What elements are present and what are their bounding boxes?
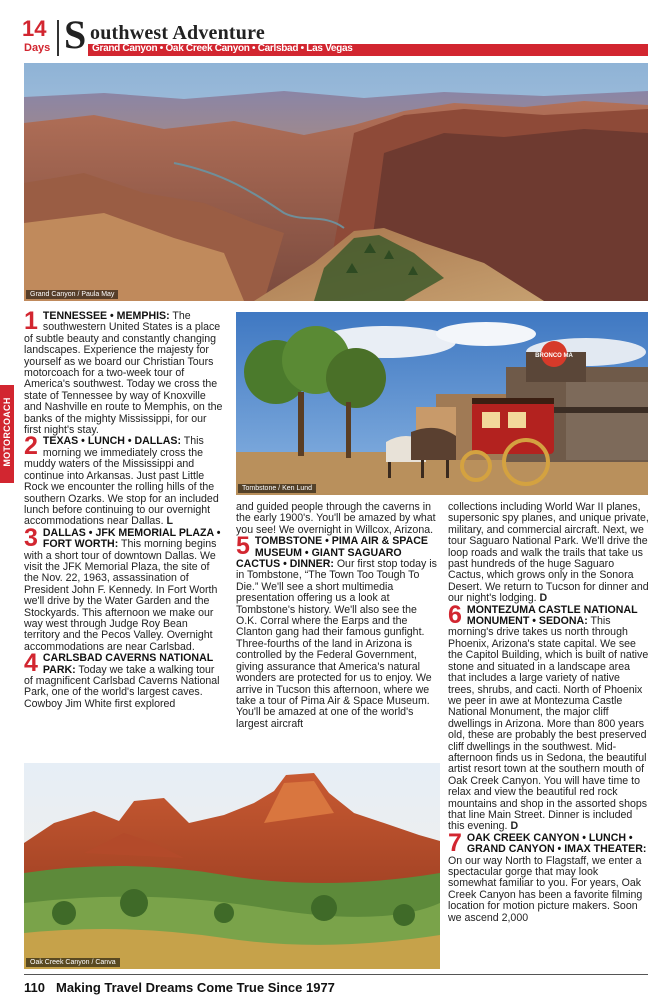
day-2-itinerary	[24, 432, 224, 528]
meal-code: D	[539, 592, 548, 605]
text-column-1	[24, 307, 224, 710]
days-label: Days	[24, 42, 51, 54]
day-number: 4	[24, 649, 38, 678]
days-number: 14	[22, 16, 47, 41]
photo-credit-oak-creek: Oak Creek Canyon / Canva	[26, 958, 120, 967]
text-column-2	[236, 502, 438, 730]
side-tab-label: MOTORCOACH	[2, 397, 12, 467]
footer-rule	[24, 974, 648, 975]
day-text: Today we take a walking tour of magnificent Carlsbad Caverns National Park, one of the world's largest caves. Cowboy Jim White first explored	[24, 663, 220, 710]
text-column-3	[448, 502, 649, 924]
day-5-itinerary	[236, 532, 438, 730]
day-4-itinerary	[24, 649, 224, 710]
day-text: This morning's drive takes us north through Phoenix, Arizona's state capital. We see the Capitol Building, which is built of native stone and situated in a landscape area that includes a large variety of native trees, shrubs, and cacti. North of Phoenix we peer in awe at Montezuma Castle National Monument, the major cliff dwellings in Arizona. More than 800 years old, these are probably the best preserved cliff dwellings in the southwest. Mid-afternoon finds us in Sedona, the beautiful artist resort town at the southern mouth of Oak Creek Canyon. You will have time to relax and view the beautiful red rock mountains and shop in the assorted shops that line Main Street. Dinner is included this evening.	[448, 615, 649, 833]
day-4-continued: and guided people through the caverns in the early 1900's. You'll be amazed by what you see! We overnight in Willcox, Arizona.	[236, 501, 436, 536]
day-number: 3	[24, 523, 38, 552]
day-6-itinerary	[448, 600, 649, 833]
day-heading: OAK CREEK CANYON • LUNCH • GRAND CANYON • IMAX THEATER:	[466, 831, 647, 856]
day-text: This morning we immediately cross the muddy waters of the Mississippi and continue into Arkansas. Just past Little Rock we encounter the rolling hills of the southern Ozarks. We stop for an included lunch before continuing to our overnight accommodations near Dallas.	[24, 435, 219, 528]
page-number: 110	[24, 980, 45, 995]
day-7-itinerary	[448, 828, 649, 924]
day-heading: MONTEZUMA CASTLE NATIONAL MONUMENT • SEDONA:	[466, 603, 638, 628]
footer-tagline: Making Travel Dreams Come True Since 1977	[56, 980, 335, 995]
day-heading: TEXAS • LUNCH • DALLAS:	[42, 435, 181, 448]
day-3-itinerary	[24, 523, 224, 653]
subtitle-destinations: Grand Canyon • Oak Creek Canyon • Carlsbad • Las Vegas	[92, 43, 353, 54]
day-heading: TOMBSTONE • PIMA AIR & SPACE MUSEUM • GIANT SAGUARO CACTUS • DINNER:	[236, 535, 428, 571]
grand-canyon-photo	[24, 63, 648, 301]
subtitle-bar	[88, 44, 648, 56]
day-5-continued	[448, 502, 649, 605]
title-initial: S	[64, 12, 87, 57]
day-number: 5	[236, 532, 250, 561]
day-number: 7	[448, 828, 462, 857]
day-text: This morning begins with a short tour of downtown Dallas. We visit the JFK Memorial Plaza, the site of the Nov. 22, 1963, assassination of President John F. Kennedy. In Fort Worth we'll drive by the Water Garden and the Stockyards. This afternoon we make our way west through Judge Roy Bean territory and the Pecos Valley. Overnight accommodations are near Carlsbad.	[24, 538, 218, 653]
day-text: Our first stop today is in Tombstone, “The Town Too Tough To Die.” We'll see a short multimedia presentation offering us a look at Tombstone's history. We'll also see the O.K. Corral where the Earps and the Clanton gang had their famous gunfight. Three-fourths of the land in Arizona is controlled by the Federal Government, giving assurance that America's natural wonders are protected for us to enjoy. We arrive in Tucson this afternoon, where we take a tour of Pima Air & Space Museum. You'll be amazed at one of the world's largest aircraft	[236, 558, 437, 730]
day-number: 2	[24, 432, 38, 461]
photo-credit-tombstone: Tombstone / Ken Lund	[238, 484, 316, 493]
meal-code: D	[510, 820, 519, 833]
day-1-itinerary	[24, 307, 224, 437]
day-text: On our way North to Flagstaff, we enter a spectacular gorge that may look somewhat familiar to you. For years, Oak Creek Canyon has been a favorite filming location for motion picture makers. Soon we ascend 2,000	[448, 854, 643, 924]
meal-code: L	[166, 515, 173, 528]
day-number: 1	[24, 307, 38, 335]
page-title: outhwest Adventure	[90, 22, 265, 44]
motorcoach-side-tab	[0, 385, 14, 483]
day-text: The southwestern United States is a place of subtle beauty and constantly changing landscapes. Experience the majesty for yourself as we board our Christian Tours motorcoach for a two-week tour of America's southwest. Today we cross the state of Tennessee by way of Knoxville and Nashville en route to Memphis, on the banks of the mighty Mississippi, for our first night's stay.	[24, 310, 223, 437]
header-divider	[57, 20, 59, 56]
tombstone-photo	[236, 312, 648, 495]
day-heading: TENNESSEE • MEMPHIS:	[42, 310, 170, 322]
photo-credit-grand-canyon: Grand Canyon / Paula May	[26, 290, 118, 299]
continued-text: collections including World War II planes, supersonic spy planes, and unique private, military, and commercial aircraft. Next, we tour Saguaro National Park. We'll drive the loop roads and walk the trails that take us past hundreds of the huge Saguaro Cactus, which grows only in the Sonora Desert. We return to Tucson for dinner and our night's lodging.	[448, 501, 649, 605]
bronco-sign-text: BRONCO MA	[535, 353, 573, 359]
day-number: 6	[448, 600, 462, 629]
day-heading: DALLAS • JFK MEMORIAL PLAZA • FORT WORTH:	[42, 526, 221, 551]
day-heading: CARLSBAD CAVERNS NATIONAL PARK:	[42, 652, 213, 676]
oak-creek-canyon-photo	[24, 763, 440, 969]
